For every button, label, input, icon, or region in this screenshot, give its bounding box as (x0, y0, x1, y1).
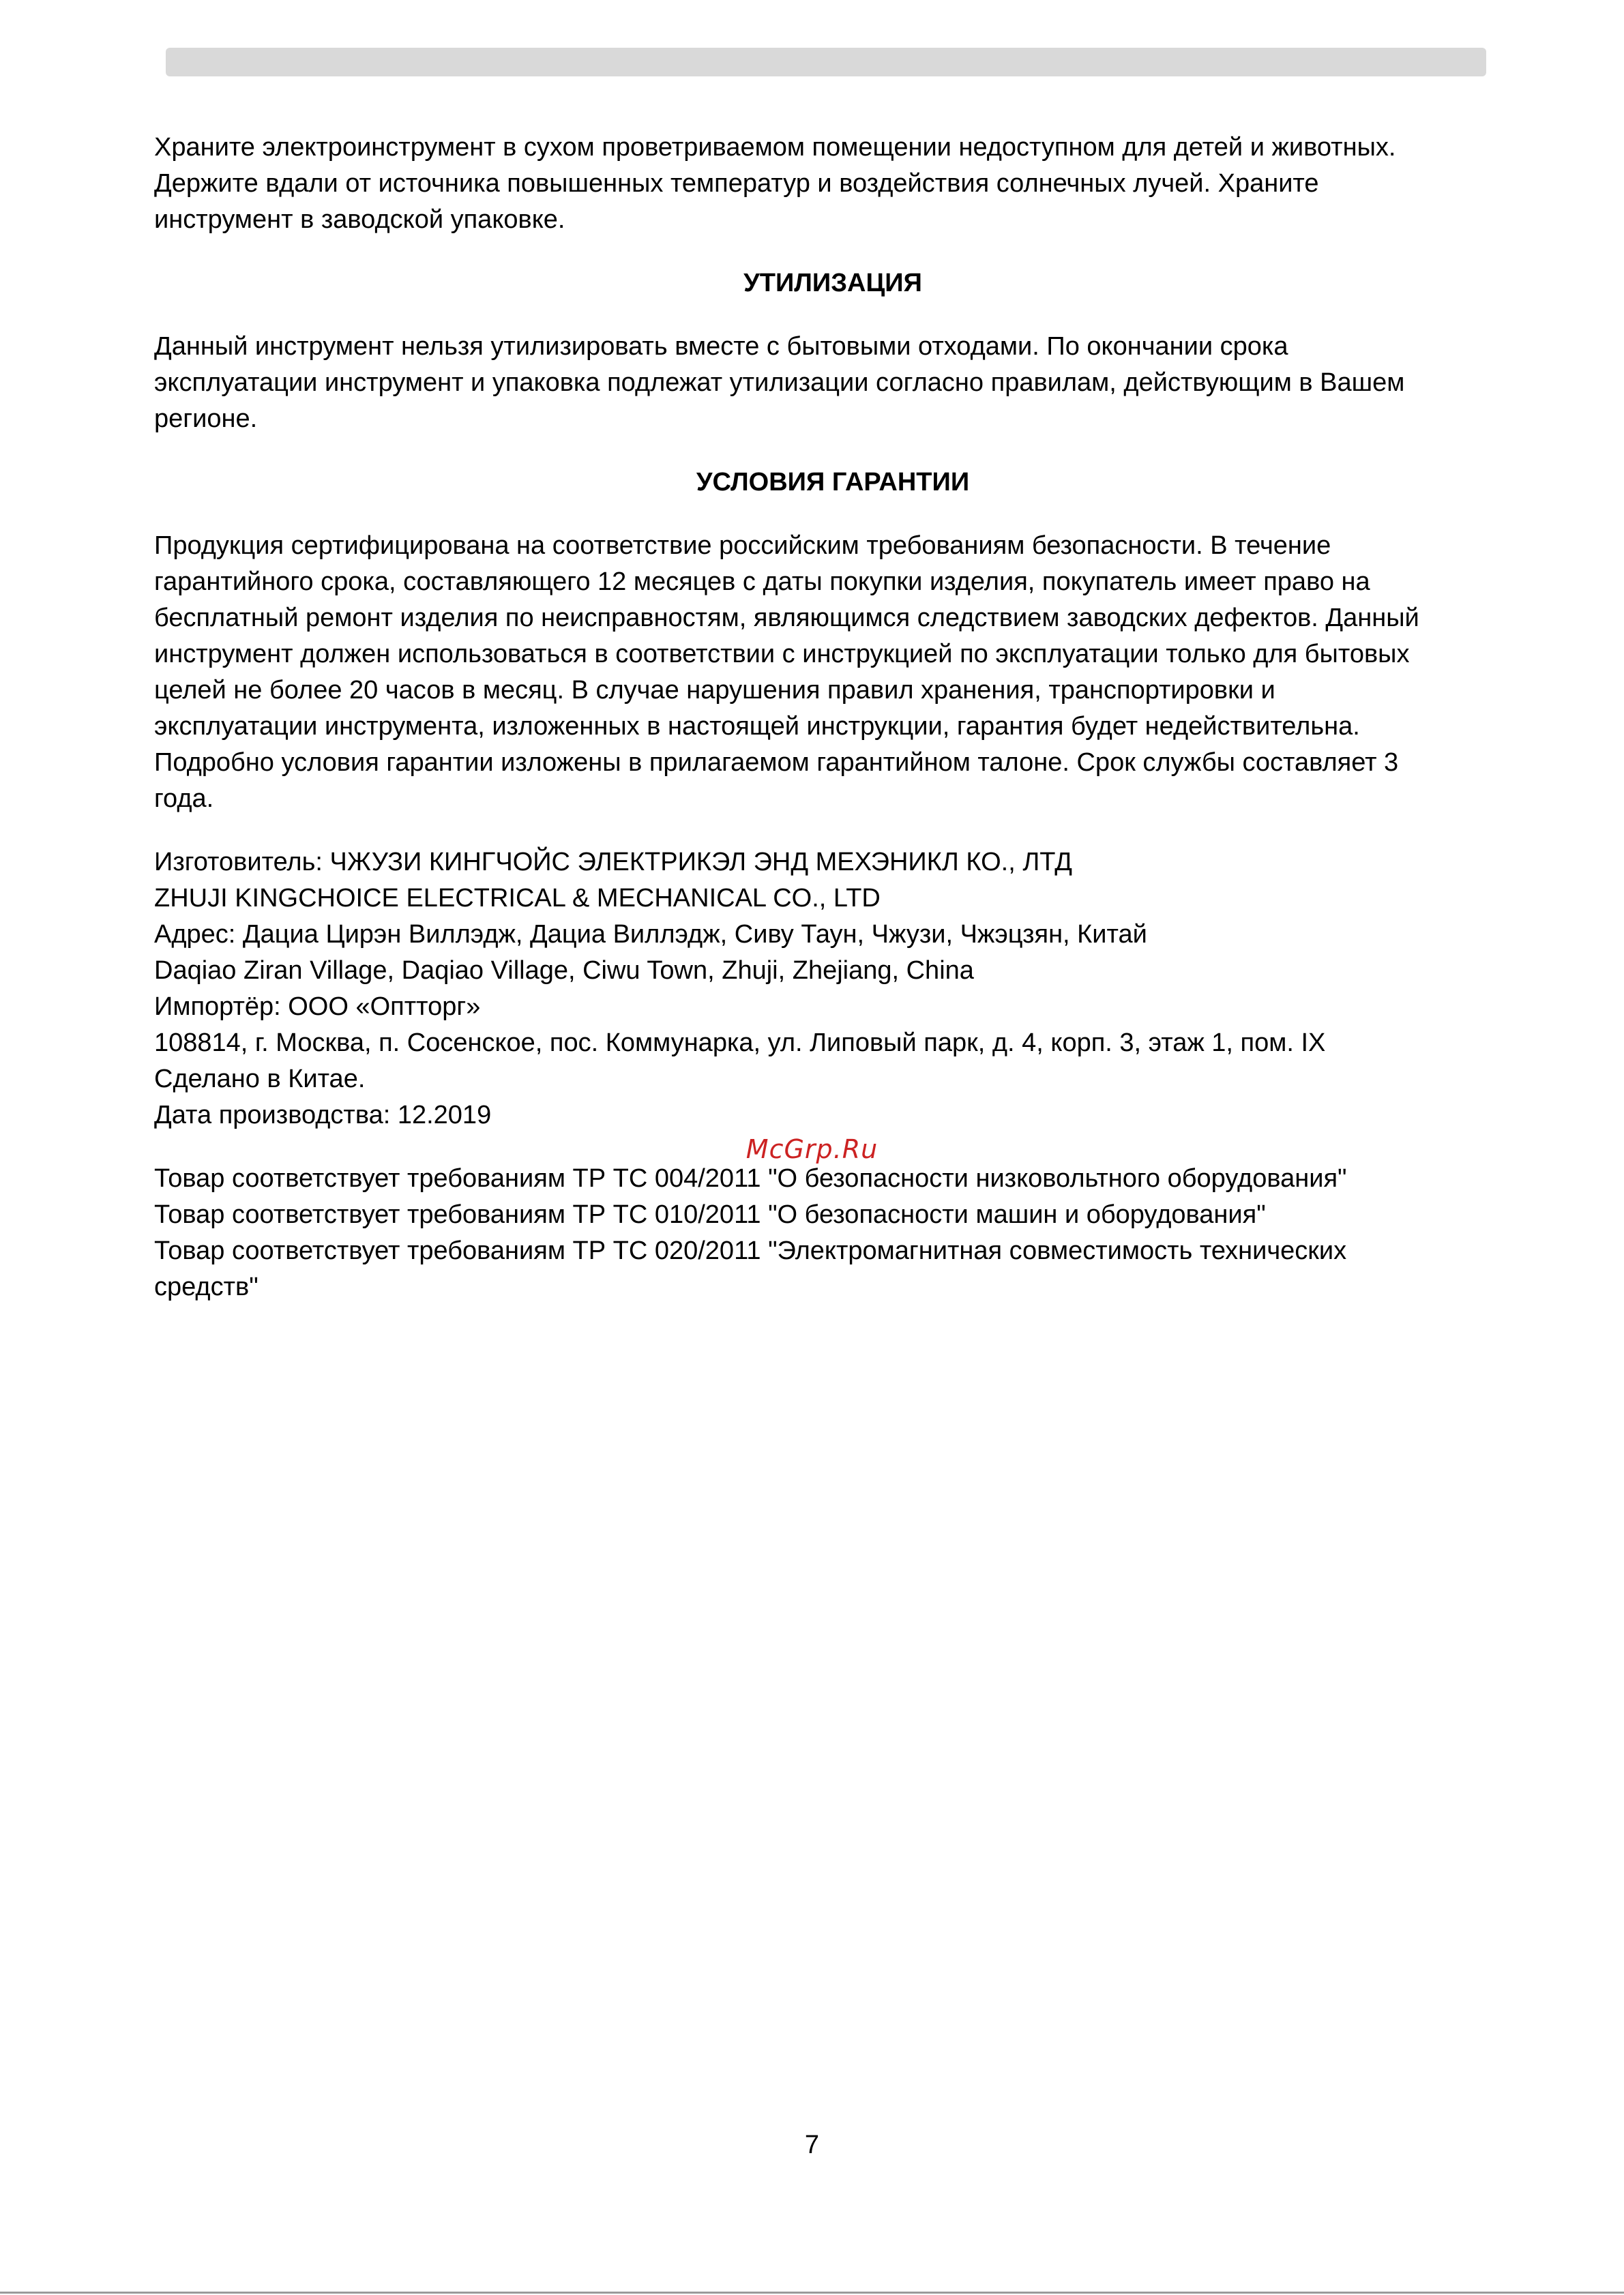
top-decorative-bar (166, 48, 1486, 76)
bottom-divider (0, 2292, 1624, 2294)
manufacturer-line: 108814, г. Москва, п. Сосенское, пос. Коммунарка, ул. Липовый парк, д. 4, корп. 3, этаж 1, пом. IX (154, 1028, 1326, 1057)
warranty-line: эксплуатации инструмента, изложенных в настоящей инструкции, гарантия будет недействительна. (154, 712, 1360, 741)
warranty-line: бесплатный ремонт изделия по неисправностям, являющимся следствием заводских дефектов. Данный (154, 604, 1419, 632)
compliance-line: Товар соответствует требованиям ТР ТС 020/2011 "Электромагнитная совместимость технических (154, 1237, 1347, 1265)
compliance-block (154, 1161, 1511, 1305)
disposal-heading: УТИЛИЗАЦИЯ (743, 269, 922, 297)
compliance-line: Товар соответствует требованиям ТР ТС 010/2011 "О безопасности машин и оборудования" (154, 1200, 1266, 1229)
warranty-heading: УСЛОВИЯ ГАРАНТИИ (696, 468, 970, 497)
manufacturer-line: Дата производства: 12.2019 (154, 1101, 492, 1129)
warranty-line: целей не более 20 часов в месяц. В случае нарушения правил хранения, транспортировки и (154, 676, 1275, 705)
warranty-line: года. (154, 784, 214, 813)
manufacturer-line: Изготовитель: ЧЖУЗИ КИНГЧОЙС ЭЛЕКТРИКЭЛ ЭНД МЕХЭНИКЛ КО., ЛТД (154, 848, 1072, 876)
manufacturer-line: Адрес: Дациа Цирэн Виллэдж, Дациа Виллэдж, Сиву Таун, Чжузи, Чжэцзян, Китай (154, 920, 1147, 949)
manufacturer-line: Daqiao Ziran Village, Daqiao Village, Ciwu Town, Zhuji, Zhejiang, China (154, 956, 974, 985)
disposal-paragraph (154, 329, 1511, 437)
manufacturer-line: Сделано в Китае. (154, 1065, 366, 1093)
storage-line: инструмент в заводской упаковке. (154, 205, 565, 234)
disposal-line: регионе. (154, 404, 258, 433)
manufacturer-block (154, 844, 1511, 1134)
manufacturer-line: Импортёр: ООО «Оптторг» (154, 992, 481, 1021)
warranty-line: инструмент должен использоваться в соответствии с инструкцией по эксплуатации только для бытовых (154, 640, 1410, 668)
manufacturer-line: ZHUJI KINGCHOICE ELECTRICAL & MECHANICAL CO., LTD (154, 884, 881, 913)
page-number: 7 (804, 2131, 820, 2159)
storage-line: Держите вдали от источника повышенных температур и воздействия солнечных лучей. Храните (154, 169, 1319, 198)
warranty-line: Продукция сертифицирована на соответствие российским требованиям безопасности. В течение (154, 531, 1331, 560)
warranty-paragraph (154, 528, 1511, 817)
compliance-line: средств" (154, 1273, 259, 1301)
disposal-line: Данный инструмент нельзя утилизировать вместе с бытовыми отходами. По окончании срока (154, 332, 1288, 361)
warranty-line: гарантийного срока, составляющего 12 месяцев с даты покупки изделия, покупатель имеет право на (154, 567, 1370, 596)
storage-paragraph (154, 130, 1511, 238)
watermark: McGrp.Ru (745, 1134, 879, 1164)
compliance-line: Товар соответствует требованиям ТР ТС 004/2011 "О безопасности низковольтного оборудования" (154, 1164, 1347, 1193)
storage-line: Храните электроинструмент в сухом проветриваемом помещении недоступном для детей и животных. (154, 133, 1396, 162)
warranty-line: Подробно условия гарантии изложены в прилагаемом гарантийном талоне. Срок службы составляет 3 (154, 748, 1399, 777)
disposal-line: эксплуатации инструмент и упаковка подлежат утилизации согласно правилам, действующим в Вашем (154, 368, 1405, 397)
